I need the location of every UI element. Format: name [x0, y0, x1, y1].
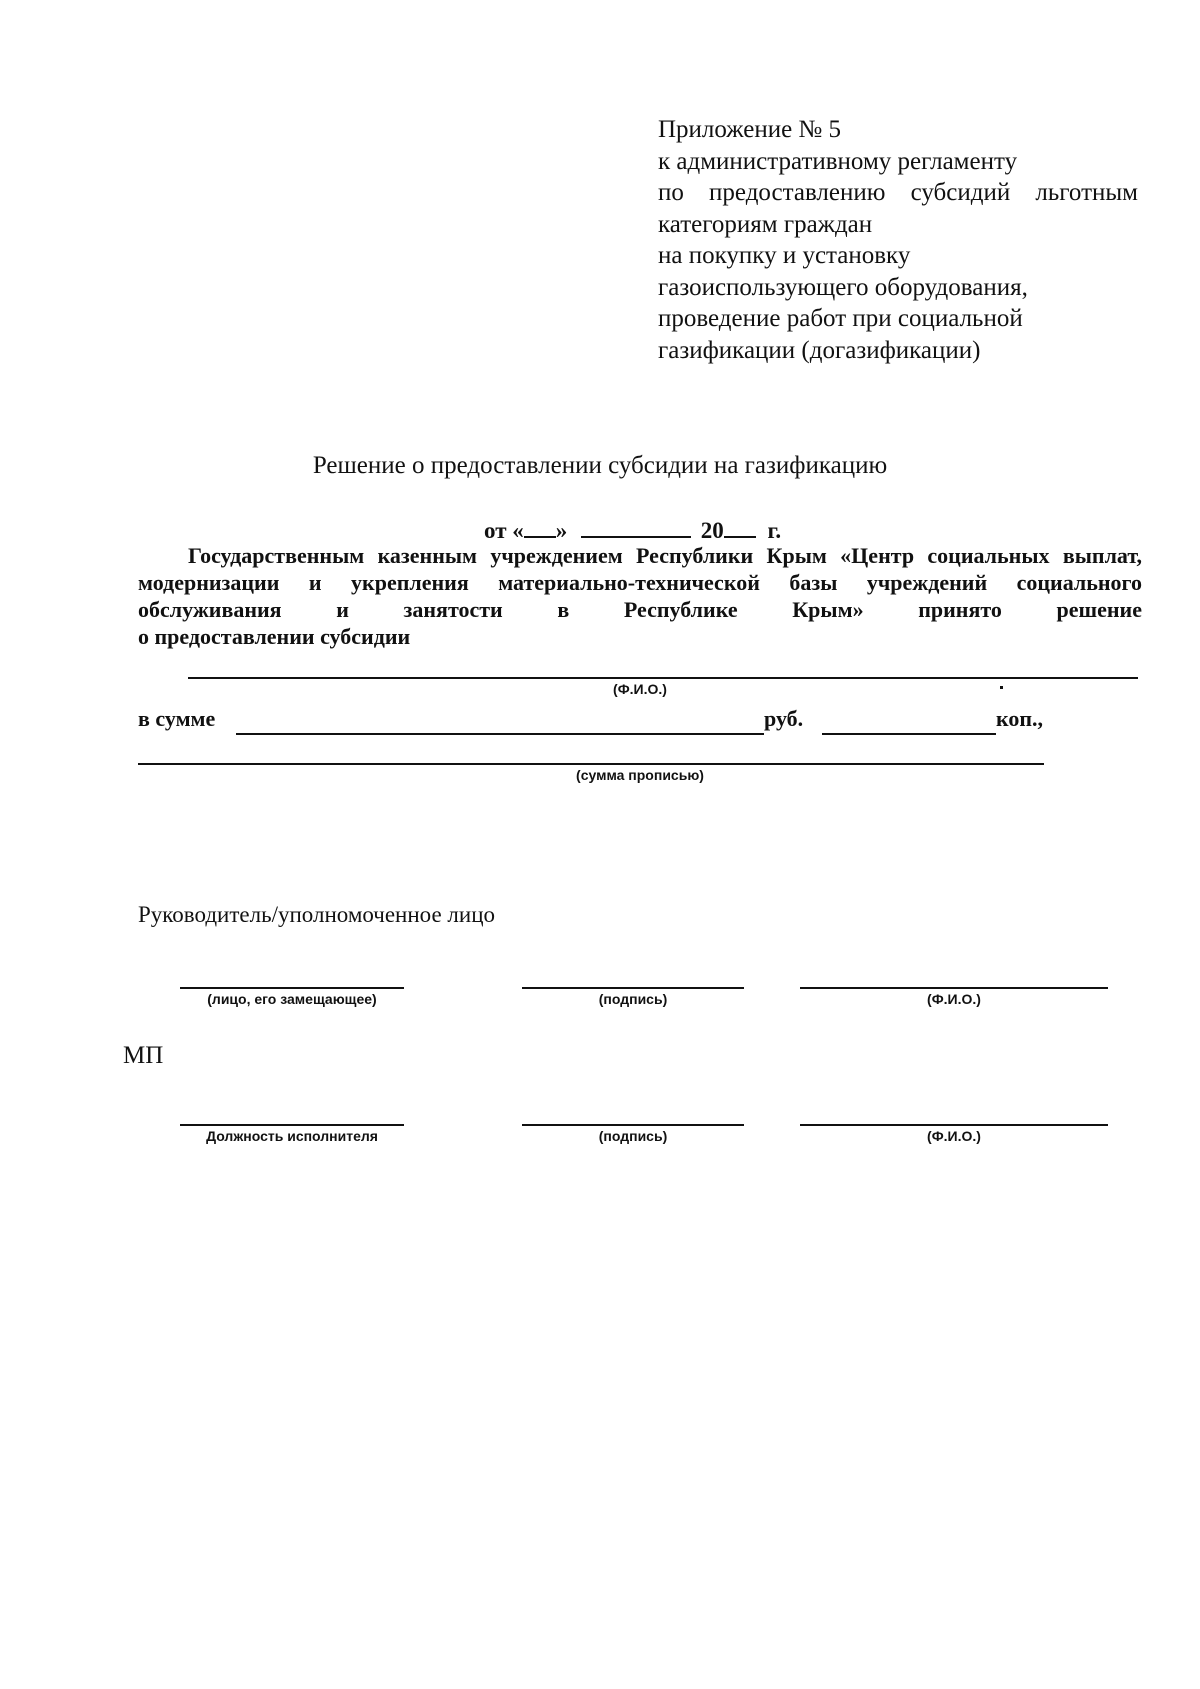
head-label: Руководитель/уполномоченное лицо — [138, 902, 496, 927]
executor-signature-caption: (подпись) — [598, 1128, 668, 1144]
kop-label: коп., — [996, 706, 1044, 731]
body-line-3: обслуживания и занятости в Республике Крым» принято решение — [138, 597, 1142, 622]
head-signature-caption: (подпись) — [598, 991, 668, 1007]
sum-words-caption: (сумма прописью) — [576, 767, 704, 783]
date-month-blank[interactable] — [581, 516, 691, 538]
executor-fio-caption: (Ф.И.О.) — [927, 1128, 981, 1144]
head-fio-line[interactable] — [800, 987, 1108, 989]
recipient-fio-line[interactable] — [188, 677, 1138, 679]
date-day-blank[interactable] — [524, 516, 556, 538]
body-line-4: о предоставлении субсидии — [138, 624, 411, 649]
date-line — [484, 516, 781, 544]
sum-label: в сумме — [138, 706, 216, 731]
annex-line-3: по предоставлению субсидий льготным — [658, 179, 1138, 206]
head-fio-caption: (Ф.И.О.) — [927, 991, 981, 1007]
decorative-dot — [1000, 686, 1003, 689]
document-title: Решение о предоставлении субсидии на газификацию — [312, 452, 888, 479]
annex-header — [658, 114, 1138, 366]
date-close: » — [555, 518, 568, 543]
annex-line-1: Приложение № 5 — [658, 116, 842, 143]
stamp-place-label: МП — [123, 1042, 164, 1069]
body-line-1: Государственным казенным учреждением Республики Крым «Центр социальных выплат, — [188, 543, 1142, 568]
sum-rub-line[interactable] — [236, 733, 764, 735]
annex-line-2: к административному регламенту — [658, 147, 1018, 175]
date-year-prefix: 20 — [700, 518, 724, 543]
rub-label: руб. — [764, 706, 804, 731]
head-signature-line[interactable] — [522, 987, 744, 989]
body-line-2: модернизации и укрепления материально-технической базы учреждений социального — [138, 570, 1142, 595]
executor-fio-line[interactable] — [800, 1124, 1108, 1126]
executor-position-line[interactable] — [180, 1124, 404, 1126]
date-suffix: г. — [767, 518, 782, 543]
executor-signature-line[interactable] — [522, 1124, 744, 1126]
sum-words-line[interactable] — [138, 763, 1044, 765]
date-year-blank[interactable] — [724, 516, 756, 538]
annex-line-6: газоиспользующего оборудования, — [658, 273, 1028, 301]
annex-line-5: на покупку и установку — [658, 242, 911, 269]
annex-line-7: проведение работ при социальной — [658, 305, 1023, 332]
date-prefix: от « — [484, 518, 524, 543]
annex-line-4: категориям граждан — [658, 210, 873, 238]
recipient-fio-caption: (Ф.И.О.) — [613, 681, 667, 697]
executor-position-caption: Должность исполнителя — [206, 1128, 378, 1144]
head-position-line[interactable] — [180, 987, 404, 989]
decision-paragraph — [138, 542, 1142, 650]
head-position-caption: (лицо, его замещающее) — [207, 991, 377, 1007]
annex-line-8: газификации (догазификации) — [658, 336, 981, 364]
sum-kop-line[interactable] — [822, 733, 996, 735]
